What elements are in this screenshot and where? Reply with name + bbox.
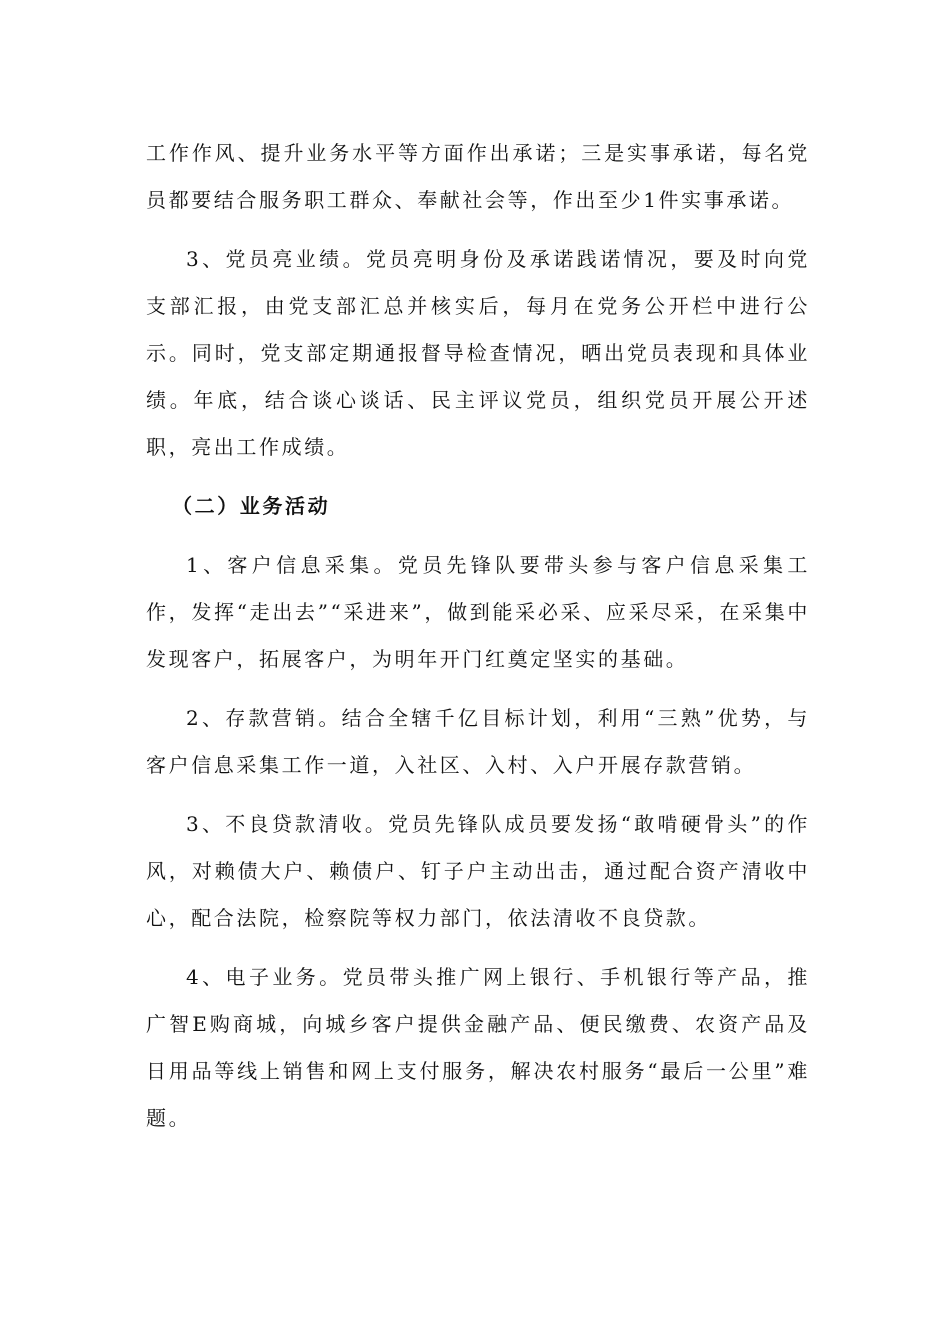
document-body [146,130,810,1154]
paragraph-deposit-marketing: 2、存款营销。结合全辖千亿目标计划，利用“三熟”优势，与客户信息采集工作一道，入社区、入村、入户开展存款营销。 [146,706,810,777]
paragraph-party-member-performance: 3、党员亮业绩。党员亮明身份及承诺践诺情况，要及时向党支部汇报，由党支部汇总并核实后，每月在党务公开栏中进行公示。同时，党支部定期通报督导检查情况，晒出党员表现和具体业绩。年底，结合谈心谈话、民主评议党员，组织党员开展公开述职，亮出工作成绩。 [146,247,810,459]
paragraph-electronic-business: 4、电子业务。党员带头推广网上银行、手机银行等产品，推广智E购商城，向城乡客户提供金融产品、便民缴费、农资产品及日用品等线上销售和网上支付服务，解决农村服务“最后一公里”难题。 [146,965,810,1130]
paragraph-bad-loan-recovery: 3、不良贷款清收。党员先锋队成员要发扬“敢啃硬骨头”的作风，对赖债大户、赖债户、钉子户主动出击，通过配合资产清收中心，配合法院，检察院等权力部门，依法清收不良贷款。 [146,812,810,930]
paragraph-continued: 工作作风、提升业务水平等方面作出承诺；三是实事承诺，每名党员都要结合服务职工群众、奉献社会等，作出至少1件实事承诺。 [146,141,810,212]
paragraph-customer-info-collection: 1、客户信息采集。党员先锋队要带头参与客户信息采集工作，发挥“走出去”“采进来”，做到能采必采、应采尽采，在采集中发现客户，拓展客户，为明年开门红奠定坚实的基础。 [146,553,810,671]
section-heading-business-activities: （二）业务活动 [172,494,331,518]
